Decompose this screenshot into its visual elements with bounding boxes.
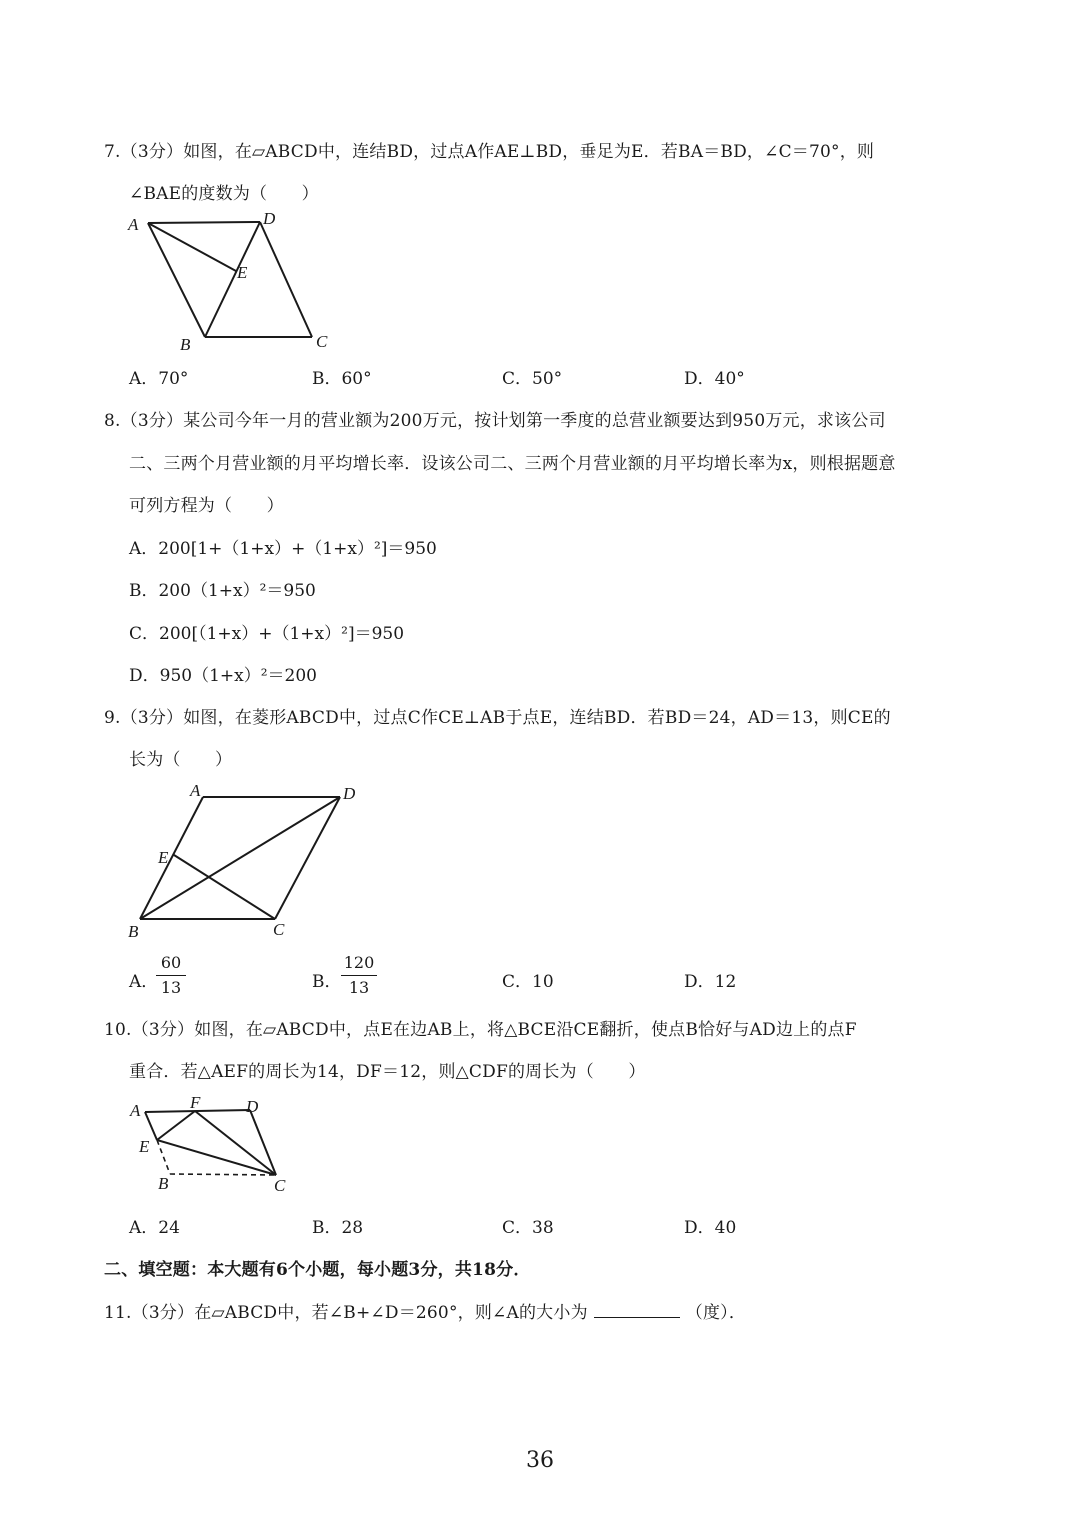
q9-label-d: D — [343, 784, 356, 803]
q7-label-a: A — [128, 215, 139, 234]
fraction-bar — [341, 975, 377, 976]
q9-option-b-numerator: 120 — [343, 953, 375, 972]
q11-stem — [104, 1298, 746, 1323]
section2-heading: 二、填空题：本大题有6个小题，每小题3分，共18分． — [104, 1260, 531, 1280]
q9-segment-ce — [174, 855, 275, 919]
q10-side-ae — [145, 1112, 157, 1140]
q8-stem-line3: 可列方程为（ ） — [129, 496, 284, 516]
q8-option-a: A．200[1+（1+x）+（1+x）²]＝950 — [129, 539, 437, 559]
q10-segment-ec — [157, 1140, 276, 1175]
q10-option-a: A．24 — [129, 1218, 180, 1238]
q10-dashed-eb — [157, 1140, 170, 1174]
q9-option-b-fraction — [341, 953, 377, 998]
q10-label-e: E — [139, 1137, 150, 1156]
q7-stem-line1: 7.（3分）如图，在▱ABCD中，连结BD，过点A作AE⊥BD，垂足为E．若BA＝BD，∠C＝70°，则 — [104, 142, 875, 162]
q8-stem-line1: 8.（3分）某公司今年一月的营业额为200万元，按计划第一季度的总营业额要达到950万元，求该公司 — [104, 411, 886, 431]
q9-label-e: E — [158, 848, 169, 867]
q10-option-c: C．38 — [502, 1218, 554, 1238]
q8-option-d: D．950（1+x）²＝200 — [129, 666, 317, 686]
q7-label-b: B — [180, 335, 191, 354]
q7-option-c: C．50° — [502, 369, 563, 389]
q9-side-dc — [275, 797, 340, 919]
q7-diagonal-bd — [205, 222, 260, 337]
q10-option-d: D．40 — [684, 1218, 737, 1238]
q9-option-d: D．12 — [684, 972, 737, 992]
q7-side-dc — [260, 222, 312, 337]
q7-label-e: E — [237, 263, 248, 282]
q7-stem-line2: ∠BAE的度数为（ ） — [129, 184, 319, 204]
q9-option-a-label: A． — [129, 972, 159, 992]
q8-stem-line2: 二、三两个月营业额的月平均增长率．设该公司二、三两个月营业额的月平均增长率为x，则根据题意 — [129, 454, 896, 474]
q7-figure — [120, 205, 340, 360]
q11-answer-blank — [594, 1303, 680, 1318]
q9-option-a-denominator: 13 — [160, 978, 182, 997]
q9-stem-line1: 9.（3分）如图，在菱形ABCD中，过点C作CE⊥AB于点E，连结BD．若BD＝24，AD＝13，则CE的 — [104, 708, 891, 728]
q9-label-c: C — [273, 920, 285, 939]
q9-option-b-label: B． — [312, 972, 342, 992]
q10-label-d: D — [246, 1097, 259, 1116]
q10-segment-ef — [157, 1111, 195, 1140]
q10-option-b: B．28 — [312, 1218, 364, 1238]
q10-stem-line1: 10.（3分）如图，在▱ABCD中，点E在边AB上，将△BCE沿CE翻折，使点B恰好与AD边上的点F — [104, 1020, 857, 1040]
q7-segment-ae — [148, 223, 236, 271]
q10-label-a: A — [130, 1101, 141, 1120]
q7-side-ad — [148, 222, 260, 223]
q10-label-b: B — [158, 1174, 169, 1193]
q11-text-after: （度）． — [685, 1303, 747, 1323]
q10-label-c: C — [274, 1176, 286, 1195]
q7-side-ab — [148, 223, 205, 337]
q7-label-c: C — [316, 332, 328, 351]
q9-figure — [120, 775, 370, 945]
q8-option-b: B．200（1+x）²＝950 — [129, 581, 316, 601]
q10-figure — [120, 1090, 300, 1200]
fraction-bar — [156, 975, 186, 976]
q7-option-d: D．40° — [684, 369, 745, 389]
q10-dashed-bc — [170, 1174, 276, 1175]
q7-label-d: D — [263, 209, 276, 228]
q9-label-b: B — [128, 922, 139, 941]
q10-stem-line2: 重合．若△AEF的周长为14，DF＝12，则△CDF的周长为（ ） — [129, 1062, 646, 1082]
q9-option-a-numerator: 60 — [160, 953, 182, 972]
q8-option-c: C．200[（1+x）+（1+x）²]＝950 — [129, 624, 405, 644]
q11-text-before: 11.（3分）在▱ABCD中，若∠B+∠D＝260°，则∠A的大小为 — [104, 1303, 588, 1323]
q7-option-a: A．70° — [129, 369, 189, 389]
q9-diagonal-bd — [140, 797, 340, 919]
q7-option-b: B．60° — [312, 369, 372, 389]
q9-option-b-denominator: 13 — [348, 978, 370, 997]
q9-option-c: C．10 — [502, 972, 554, 992]
page-number: 36 — [526, 1448, 554, 1473]
q9-option-a-fraction — [156, 953, 186, 998]
q9-stem-line2: 长为（ ） — [129, 750, 233, 770]
q10-label-f: F — [190, 1093, 201, 1112]
q9-label-a: A — [190, 781, 201, 800]
